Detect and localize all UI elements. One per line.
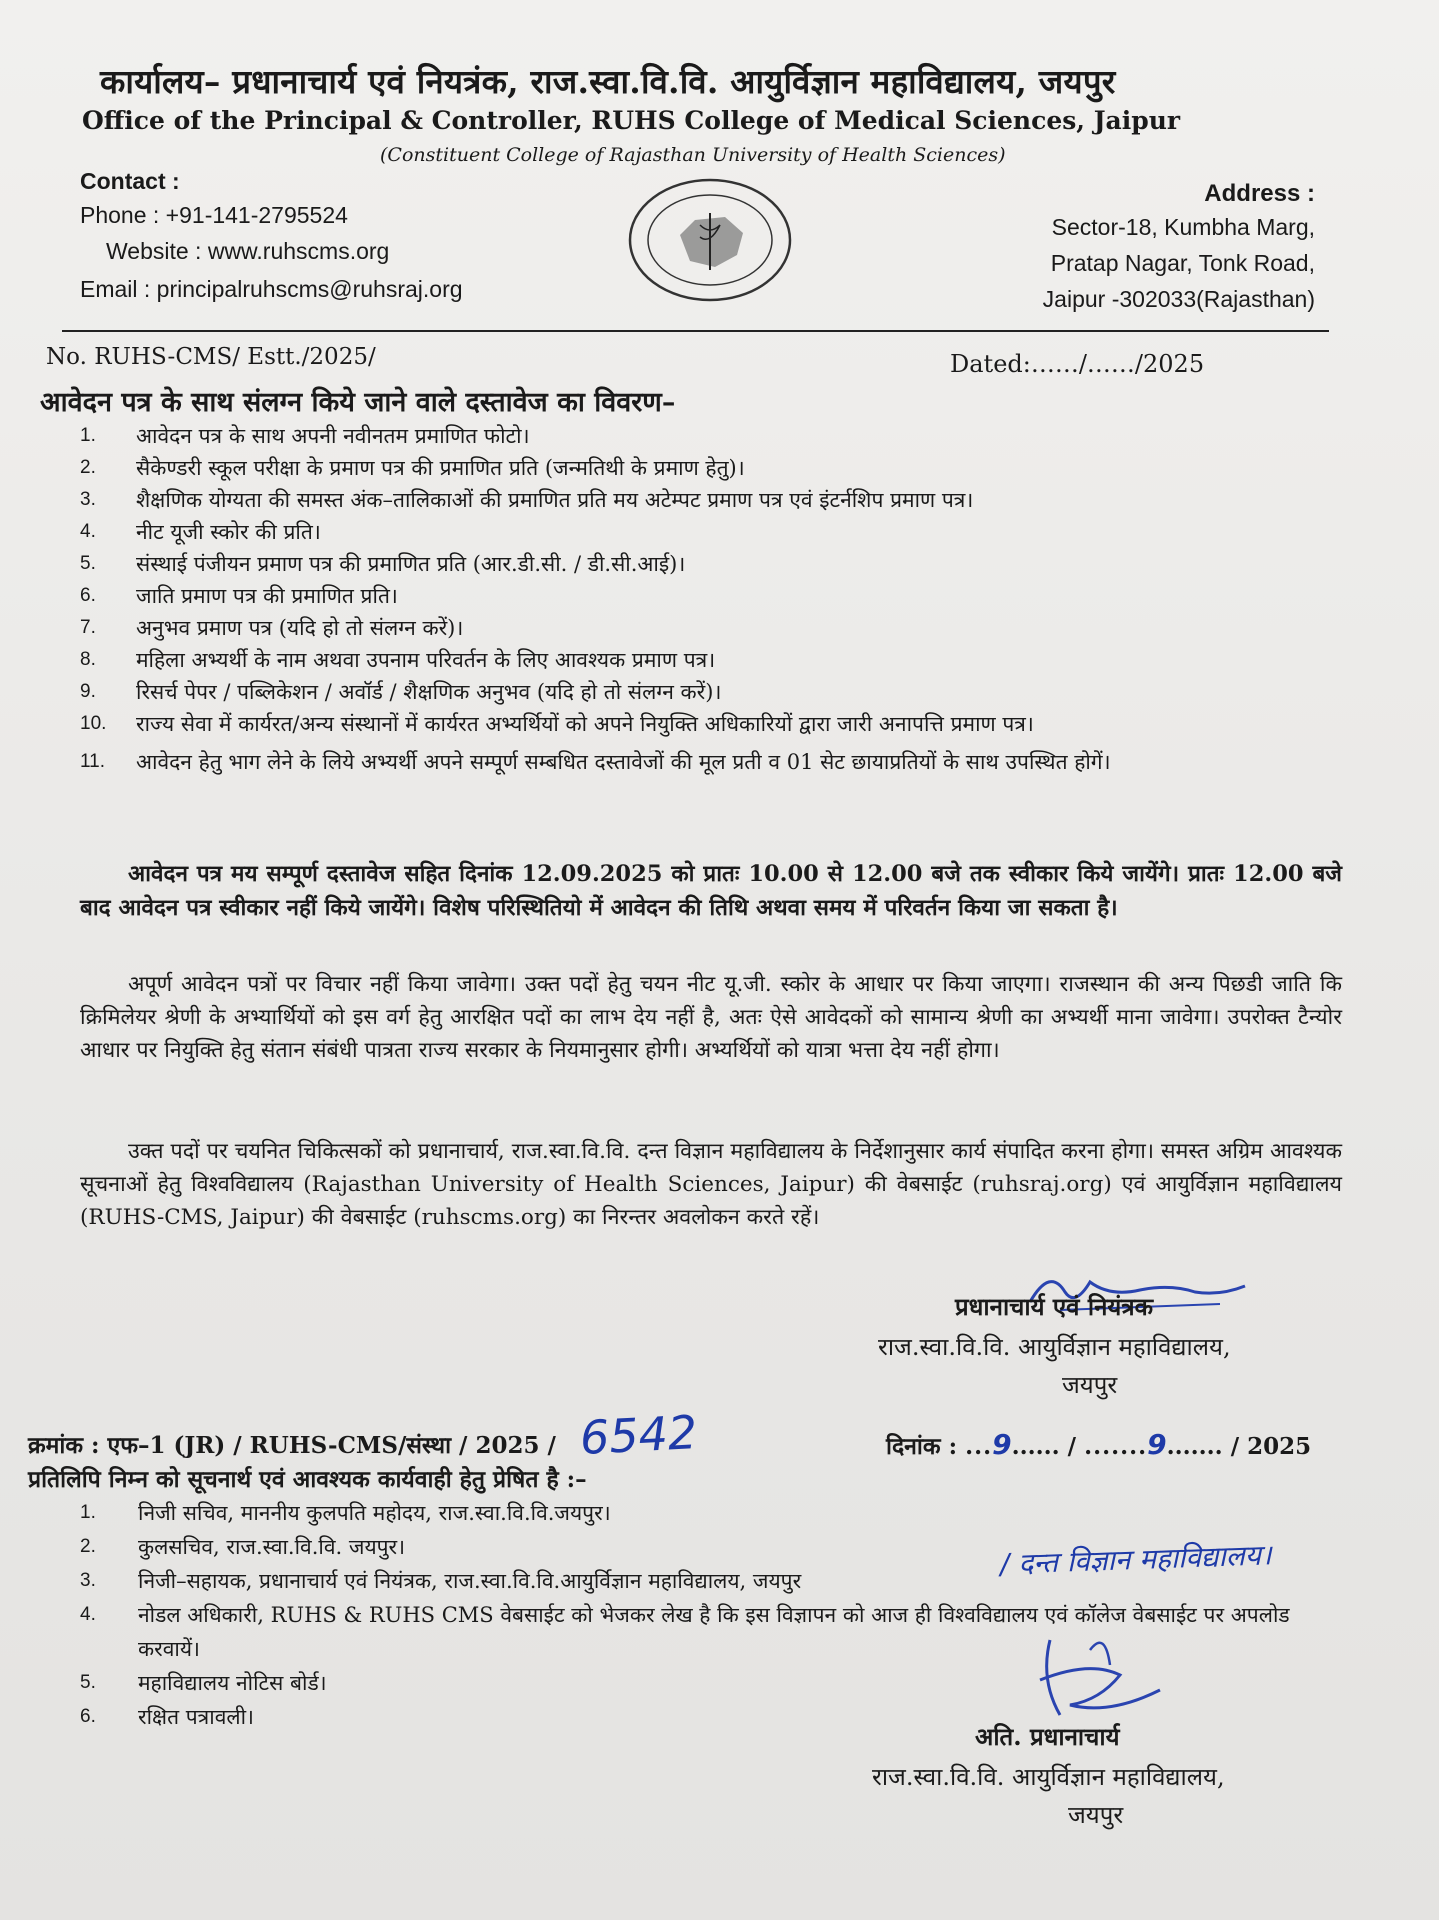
header-divider: [62, 330, 1329, 332]
additional-principal-signature: [1010, 1620, 1190, 1730]
list-item: 8. महिला अभ्यर्थी के नाम अथवा उपनाम परिवर्तन के लिए आवश्यक प्रमाण पत्र।: [80, 648, 716, 672]
signatory2-dept: राज.स्वा.वि.वि. आयुर्विज्ञान महाविद्यालय,: [872, 1763, 1225, 1791]
list-item: 4. नोडल अधिकारी, RUHS & RUHS CMS वेबसाईट को भेजकर लेख है कि इस विज्ञापन को आज ही विश्वविद्यालय एवं कॉलेज वेबसाईट पर अपलोड करवायें।: [80, 1603, 1290, 1661]
copy-heading: प्रतिलिपि निम्न को सूचनार्थ एवं आवश्यक कार्यवाही हेतु प्रेषित है :–: [28, 1466, 587, 1493]
documents-heading: आवेदन पत्र के साथ संलग्न किये जाने वाले दस्तावेज का विवरण–: [40, 387, 676, 418]
contact-phone: Phone : +91-141-2795524: [80, 202, 348, 228]
office-subtitle: (Constituent College of Rajasthan University of Health Sciences): [380, 144, 1006, 166]
list-item: 5. संस्थाई पंजीयन प्रमाण पत्र की प्रमाणित प्रति (आर.डी.सी. / डी.सी.आई)।: [80, 552, 686, 576]
instructions-paragraph: उक्त पदों पर चयनित चिकित्सकों को प्रधानाचार्य, राज.स्वा.वि.वि. दन्त विज्ञान महाविद्यालय के निर्देशानुसार कार्य संपादित करना होगा। समस्त अग्रिम आवश्यक सूचनाओं हेतु विश्वविद्यालय (Rajasthan University of Health Sciences, Jaipur) की वेबसाईट (ruhsraj.org) एवं आयुर्विज्ञान महाविद्यालय (RUHS-CMS, Jaipur) की वेबसाईट (ruhscms.org) का निरन्तर अवलोकन करते रहें।: [80, 1139, 1342, 1230]
contact-label: Contact :: [80, 168, 180, 194]
endorsement-date: दिनांक : ...9...... / .......9....... / 2025: [886, 1428, 1312, 1461]
list-item: 5. महाविद्यालय नोटिस बोर्ड।: [80, 1671, 327, 1695]
list-item: 1. आवेदन पत्र के साथ अपनी नवीनतम प्रमाणित फोटो।: [80, 424, 530, 448]
address-label: Address :: [1204, 180, 1315, 207]
handwritten-note: / दन्त विज्ञान महाविद्यालय।: [999, 1538, 1273, 1581]
list-item: 2. कुलसचिव, राज.स्वा.वि.वि. जयपुर।: [80, 1535, 406, 1559]
list-item: 3. शैक्षणिक योग्यता की समस्त अंक–तालिकाओं की प्रमाणित प्रति मय अटेम्पट प्रमाण पत्र एवं इंटर्नशिप प्रमाण पत्र।: [80, 488, 974, 512]
list-item: 7. अनुभव प्रमाण पत्र (यदि हो तो संलग्न करें)।: [80, 616, 464, 640]
list-item: 4. नीट यूजी स्कोर की प्रति।: [80, 520, 321, 544]
list-item: 10. राज्य सेवा में कार्यरत/अन्य संस्थानों में कार्यरत अभ्यर्थियों को अपने नियुक्ति अधिकारियों द्वारा जारी अनापत्ति प्रमाण पत्र।: [80, 712, 1034, 736]
signatory1-dept: राज.स्वा.वि.वि. आयुर्विज्ञान महाविद्यालय,: [878, 1333, 1231, 1361]
list-item: 11. आवेदन हेतु भाग लेने के लिये अभ्यर्थी अपने सम्पूर्ण सम्बधित दस्तावेजों की मूल प्रती व 01 सेट छायाप्रतियों के साथ उपस्थित होगें।: [80, 750, 1111, 774]
signatory1-designation: प्रधानाचार्य एवं नियंत्रक: [955, 1292, 1154, 1321]
list-item: 9. रिसर्च पेपर / पब्लिकेशन / अवॉर्ड / शैक्षणिक अनुभव (यदि हो तो संलग्न करें)।: [80, 680, 722, 704]
list-item: 6. रक्षित पत्रावली।: [80, 1705, 255, 1729]
university-seal-icon: [625, 175, 795, 305]
date-day: 9: [992, 1428, 1012, 1461]
contact-email: Email : principalruhscms@ruhsraj.org: [80, 276, 463, 302]
signatory2-city: जयपुर: [1068, 1801, 1124, 1829]
office-title-hindi: कार्यालय– प्रधानाचार्य एवं नियत्रंक, राज.स्वा.वि.वि. आयुर्विज्ञान महाविद्यालय, जयपुर: [100, 62, 1116, 101]
address-line-3: Jaipur -302033(Rajasthan): [1042, 286, 1315, 312]
submission-notice: आवेदन पत्र मय सम्पूर्ण दस्तावेज सहित दिनांक 12.09.2025 को प्रातः 10.00 से 12.00 बजे तक स्वीकार किये जायेंगे। प्रातः 12.00 बजे बाद आवेदन पत्र स्वीकार नहीं किये जायेंगे। विशेष परिस्थितियो में आवेदन की तिथि अथवा समय में परिवर्तन किया जा सकता है।: [80, 861, 1342, 921]
signatory1-city: जयपुर: [1062, 1371, 1118, 1399]
dated-field: Dated:……/……/2025: [950, 350, 1205, 378]
reference-number: No. RUHS-CMS/ Estt./2025/: [46, 344, 376, 370]
list-item: 6. जाति प्रमाण पत्र की प्रमाणित प्रति।: [80, 584, 398, 608]
date-month: 9: [1147, 1428, 1167, 1461]
list-item: 1. निजी सचिव, माननीय कुलपति महोदय, राज.स्वा.वि.वि.जयपुर।: [80, 1501, 611, 1525]
address-line-2: Pratap Nagar, Tonk Road,: [1050, 250, 1315, 276]
signatory2-designation: अति. प्रधानाचार्य: [975, 1722, 1120, 1751]
contact-website: Website : www.ruhscms.org: [106, 238, 390, 264]
handwritten-dispatch-number: 6542: [578, 1404, 699, 1466]
list-item: 3. निजी–सहायक, प्रधानाचार्य एवं नियंत्रक, राज.स्वा.वि.वि.आयुर्विज्ञान महाविद्यालय, जयपुर: [80, 1569, 802, 1593]
office-title-english: Office of the Principal & Controller, RUHS College of Medical Sciences, Jaipur: [82, 106, 1181, 135]
documents-list: [80, 420, 1340, 778]
address-line-1: Sector-18, Kumbha Marg,: [1051, 214, 1315, 240]
eligibility-paragraph: अपूर्ण आवेदन पत्रों पर विचार नहीं किया जावेगा। उक्त पदों हेतु चयन नीट यू.जी. स्कोर के आधार पर किया जाएगा। राजस्थान की अन्य पिछडी जाति कि क्रिमिलेयर श्रेणी के अभ्यार्थियों को इस वर्ग हेतु आरक्षित पदों का लाभ देय नहीं है, अतः ऐसे आवेदकों को सामान्य श्रेणी का अभ्यर्थी माना जावेगा। उपरोक्त टैन्योर आधार पर नियुक्ति हेतु संतान संबंधी पात्रता राज्य सरकार के नियमानुसार होगी। अभ्यर्थियों को यात्रा भत्ता देय नहीं होगा।: [80, 972, 1342, 1063]
list-item: 2. सैकेण्डरी स्कूल परीक्षा के प्रमाण पत्र की प्रमाणित प्रति (जन्मतिथी के प्रमाण हेतु)।: [80, 456, 745, 480]
endorsement-number: क्रमांक : एफ–1 (JR) / RUHS-CMS/संस्था / 2025 /: [28, 1432, 556, 1459]
